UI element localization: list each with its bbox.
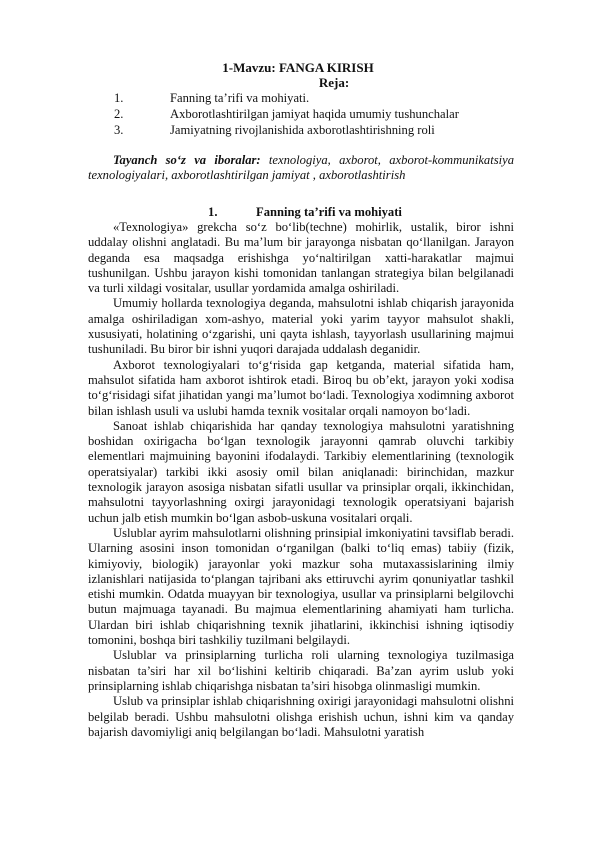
paragraph: «Texnologiya» grekcha so‘z bo‘lib(techne) mohirlik, ustalik, biror ishni uddalay olishni anglatadi. Bu ma’lum bir jarayonga nisbatan qo‘llanilgan. Jarayon deganda esa maqsadga erishishga yo‘naltirilgan xatti-harakatlar majmui tushunilgan. Ushbu jarayon kishi tomonidan tanlangan strategiya bilan belgilanadi va turli xildagi vositalar, usullar yordamida amalga oshiriladi.	[88, 220, 514, 296]
paragraph: Sanoat ishlab chiqarishida har qanday texnologiya mahsulotni yaratishning boshidan oxirigacha bo‘lgan texnologik jarayonni qamrab oluvchi tarkibiy elementlari majmuining bayonini ifodalaydi. Tarkibiy elementlarining (texnologik operatsiyalar) tarkibi ikki asosiy omil bilan aniqlanadi: birinchidan, mazkur texnologik jarayon asosiga nisbatan sifatli usullar va prinsiplar orqali, ikkinchidan, mahsulotni tayyorlashning oxirgi jarayonidagi texnologik operatsiyani bajarish uchun jalb etish mumkin bo‘lgan asbob-uskuna vositalari orqali.	[88, 418, 514, 525]
section-number: 1.	[208, 205, 218, 219]
keywords-label: Tayanch so‘z va iboralar:	[113, 153, 261, 167]
plan-item	[114, 123, 534, 139]
plan-item-number: 2.	[114, 107, 124, 121]
keywords-paragraph	[88, 153, 514, 184]
plan-item-text: Axborotlashtirilgan jamiyat haqida umumiy tushunchalar	[170, 107, 459, 121]
plan-item	[114, 107, 534, 123]
body-text	[88, 220, 514, 740]
paragraph: Uslublar va prinsiplarning turlicha roli ularning texnologiya tuzilmasiga nisbatan ta’siri har xil bo‘lishini keltirib chiqaradi. Ba’zan ayrim uslub yoki prinsiplarning ishlab chiqarishga nisbatan ta’siri hisobga olinmasligi mumkin.	[88, 648, 514, 693]
plan-item	[114, 91, 534, 107]
plan-item-number: 1.	[114, 91, 124, 105]
section-heading	[0, 205, 596, 220]
keywords-text: texnologiya, axborot, axborot-kommunikatsiya texnologiyalari, axborotlashtirilgan jamiyat , axborotlashtirish	[88, 153, 515, 183]
paragraph: Uslublar ayrim mahsulotlarni olishning prinsipial imkoniyatini tavsiflab beradi. Ularning asosini inson tomonidan o‘rganilgan (balki to‘liq emas) tabiiy (fizik, kimiyoviy, biologik) jarayonlar yoki mazkur soha mutaxassislarining ilmiy izlanishlari natijasida to‘plangan tajribani aks ettiruvchi ayrim qonuniyatlar tashkil etishi mumkin. Odatda muayyan bir texnologiya, usullar va prinsiplarni belgilovchi butun majmuaga tayanadi. Bu majmua elementlarining ahamiyati ham turlicha. Ulardan biri ishlab chiqarishning texnik jihatlarini, ikkinchisi ishning iqtisodiy tomonini, boshqa biri tashkiliy tuzilmani belgilaydi.	[88, 525, 514, 648]
plan-heading: Reja:	[318, 75, 350, 90]
page-title: 1-Mavzu: FANGA KIRISH	[222, 60, 374, 75]
plan-list	[114, 91, 534, 139]
plan-item-number: 3.	[114, 123, 124, 137]
plan-item-text: Fanning ta’rifi va mohiyati.	[170, 91, 310, 105]
plan-item-text: Jamiyatning rivojlanishida axborotlashtirishning roli	[170, 123, 435, 137]
section-title: Fanning ta’rifi va mohiyati	[256, 205, 402, 219]
paragraph: Umumiy hollarda texnologiya deganda, mahsulotni ishlab chiqarish jarayonida amalga oshiriladigan xom-ashyo, material yoki yarim tayyor mahsulot shakli, xususiyati, holatining o‘zgarishi, uni qayta ishlash, tayyorlash usullarining majmui tushuniladi. Bu biror bir ishni yuqori darajada uddalash deganidir.	[88, 296, 514, 357]
paragraph: Uslub va prinsiplar ishlab chiqarishning oxirigi jarayonidagi mahsulotni olishni belgilab beradi. Ushbu mahsulotni olishga erishish uchun, ishni kim va qanday bajarish davomiyligi aniq belgilangan bo‘ladi. Mahsulotni yaratish	[88, 694, 514, 739]
paragraph: Axborot texnologiyalari to‘g‘risida gap ketganda, material sifatida ham, mahsulot sifatida ham axborot ishtirok etadi. Biroq bu ob’ekt, jarayon yoki xodisa to‘g‘risidagi sifat jihatidan yangi ma’lumot bo‘ladi. Texnologiya xodimning axborot bilan ishlash usuli va uslubi hamda texnik vositalar orqali namoyon bo‘ladi.	[88, 357, 514, 418]
